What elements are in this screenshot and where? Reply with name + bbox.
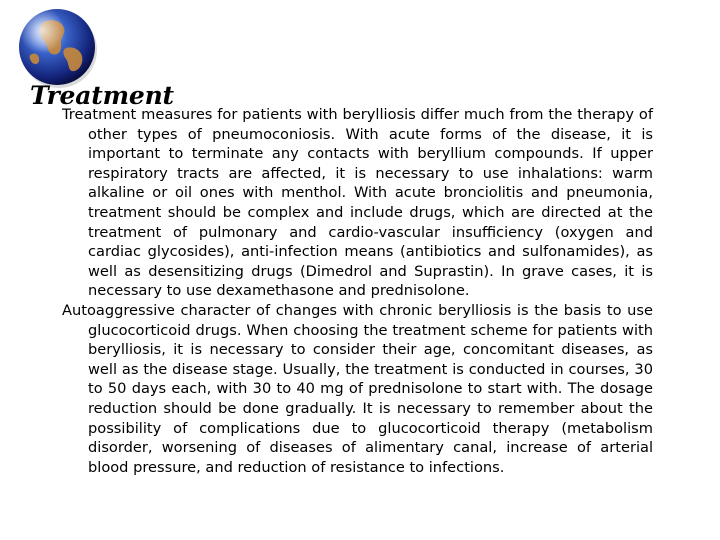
paragraph-autoaggressive-character: Autoaggressive character of changes with chronic berylliosis is the basis to use glucocorticoid drugs. When choosing the treatment scheme for patients with berylliosis, it is necessary to consider their age, concomitant diseases, as well as the disease stage. Usually, the treatment is conducted in courses, 30 to 50 days each, with 30 to 40 mg of prednisolone to start with. The dosage reduction should be done gradually. It is necessary to remember about the possibility of complications due to glucocorticoid therapy (metabolism disorder, worsening of diseases of alimentary canal, increase of arterial blood pressure, and reduction of resistance to infections. (62, 301, 653, 476)
body-text (62, 105, 653, 477)
globe-icon (14, 4, 100, 90)
paragraph-treatment-measures: Treatment measures for patients with berylliosis differ much from the therapy of other types of pneumoconiosis. With acute forms of the disease, it is important to terminate any contacts with beryllium compounds. If upper respiratory tracts are affected, it is necessary to use inhalations: warm alkaline or oil ones with menthol. With acute bronciolitis and pneumonia, treatment should be complex and include drugs, which are directed at the treatment of pulmonary and cardio-vascular insufficiency (oxygen and cardiac glycosides), anti-infection means (antibiotics and sulfonamides), as well as desensitizing drugs (Dimedrol and Suprastin). In grave cases, it is necessary to use dexamethasone and prednisolone. (62, 106, 653, 300)
slide-title: Treatment (30, 81, 174, 110)
